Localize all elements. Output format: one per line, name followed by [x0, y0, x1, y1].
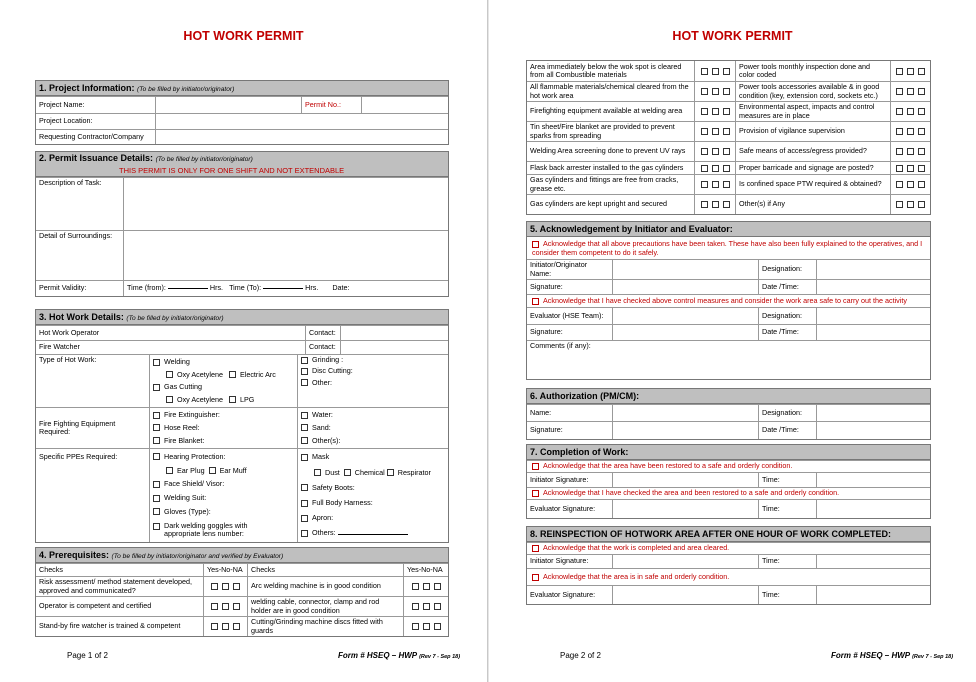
completion-initiator-row: Initiator Signature: Time: [527, 472, 930, 487]
yna-checkboxes[interactable] [891, 142, 930, 161]
completion-evaluator-time-field[interactable] [817, 500, 930, 518]
checklist-row: Gas cylinders are kept upright and secured Other(s) if Any [527, 194, 930, 214]
checklist-row: Firefighting equipment available at welding area Environmental aspect, impacts and control measures are in place [527, 101, 930, 121]
checks-header: Checks [248, 564, 404, 576]
description-label: Description of Task: [36, 178, 124, 230]
yna-checkboxes[interactable] [891, 61, 930, 81]
yna-checkboxes[interactable] [695, 175, 736, 194]
yna-checkboxes[interactable] [695, 162, 736, 174]
operator-contact-field[interactable] [341, 326, 448, 340]
yna-checkboxes[interactable] [404, 597, 448, 616]
project-name-row [36, 96, 448, 113]
section-header: 7. Completion of Work: [527, 445, 930, 460]
reinspection-evaluator-row: Evaluator Signature: Time: [527, 585, 930, 604]
acknowledge-work-completed[interactable]: Acknowledge that the work is completed and area cleared. [527, 542, 930, 554]
form-number: Form # HSEQ – HWP (Rev 7 - Sep 18) [831, 651, 954, 660]
completion-evaluator-row: Evaluator Signature: Time: [527, 499, 930, 518]
ear-plug-checkbox[interactable] [166, 467, 173, 474]
acknowledge-area-restored[interactable]: Acknowledge that the area have been restored to a safe and orderly condition. [527, 460, 930, 472]
page-number: Page 1 of 2 [67, 651, 108, 660]
yna-checkboxes[interactable] [695, 142, 736, 161]
authorization-name-row: Name: Designation: [527, 404, 930, 421]
completion-initiator-field[interactable] [613, 473, 759, 487]
prereq-row: Risk assessment/ method statement developed, approved and communicated? Arc welding machine is in good condition [36, 576, 448, 596]
authorization-signature-row: Signature: Date /Time: [527, 421, 930, 439]
electric-arc-checkbox[interactable] [229, 371, 236, 378]
initiator-signature-row: Signature: Date /Time: [527, 279, 930, 294]
form-number: Form # HSEQ – HWP (Rev 7 - Sep 18) [338, 651, 461, 660]
checklist-row: Welding Area screening done to prevent UV rays Safe means of access/egress provided? [527, 141, 930, 161]
reinspection-initiator-time-field[interactable] [817, 555, 930, 568]
yna-checkboxes[interactable] [204, 597, 248, 616]
section-project-information [35, 80, 449, 145]
acknowledge-precautions[interactable]: Acknowledge that all above precautions have been taken. These have also been fully explained to the operatives, and I consider them competent to do it safely. [532, 239, 923, 257]
completion-evaluator-field[interactable] [613, 500, 759, 518]
completion-initiator-time-field[interactable] [817, 473, 930, 487]
section-acknowledgement [526, 221, 931, 380]
ear-muff-checkbox[interactable] [209, 467, 216, 474]
project-location-label: Project Location: [36, 114, 156, 129]
section-authorization [526, 388, 931, 440]
fire-watcher-contact-field[interactable] [341, 341, 448, 354]
other-checkbox[interactable]: Other: [301, 379, 332, 387]
authorizer-name-field[interactable] [613, 405, 759, 421]
yna-checkboxes[interactable] [695, 102, 736, 121]
form-title: HOT WORK PERMIT [183, 29, 304, 43]
section-header: 6. Authorization (PM/CM): [527, 389, 930, 404]
project-location-row [36, 113, 448, 129]
section-hot-work-details [35, 309, 449, 543]
section-header: 2. Permit Issuance Details: (To be filled by initiator/originator) THIS PERMIT IS ONLY FOR ONE SHIFT AND NOT EXTENDABLE [36, 152, 448, 177]
yna-header: Yes-No-NA [407, 564, 443, 574]
mask-checkbox[interactable]: Mask [301, 453, 329, 461]
welding-checkbox[interactable]: Welding [153, 358, 190, 366]
oxy-acetylene-checkbox[interactable] [166, 396, 173, 403]
prereq-header-row [36, 563, 448, 576]
section-header: 5. Acknowledgement by Initiator and Evaluator: [527, 222, 930, 237]
page-2 [489, 0, 976, 682]
page-number: Page 2 of 2 [560, 651, 601, 660]
contractor-field[interactable] [156, 130, 448, 144]
initiator-row: Initiator/Originator Name: Designation: [527, 259, 930, 279]
permit-no-field[interactable] [362, 97, 448, 113]
ffe-label: Fire Fighting Equipment Required: [36, 408, 150, 448]
section-header: 1. Project Information: (To be filled by initiator/originator) [36, 81, 448, 96]
yna-checkboxes[interactable] [891, 195, 930, 214]
yna-checkboxes[interactable] [204, 577, 248, 596]
project-location-field[interactable] [156, 114, 448, 129]
water-checkbox[interactable]: Water: [301, 411, 333, 419]
yna-checkboxes[interactable] [891, 102, 930, 121]
surroundings-field[interactable] [124, 231, 448, 280]
respirator-checkbox[interactable] [387, 469, 394, 476]
disc-cutting-checkbox[interactable]: Disc Cutting: [301, 367, 353, 375]
evaluator-row: Evaluator (HSE Team): Designation: [527, 307, 930, 324]
validity-row [36, 280, 448, 296]
contact-label: Contact: [306, 341, 341, 354]
shift-warning: THIS PERMIT IS ONLY FOR ONE SHIFT AND NOT EXTENDABLE [119, 166, 345, 175]
gloves-checkbox[interactable]: Gloves (Type): [153, 508, 211, 516]
form-title: HOT WORK PERMIT [672, 29, 793, 43]
fire-watcher-row [36, 340, 448, 354]
operator-row [36, 325, 448, 340]
evaluator-name-field[interactable] [613, 308, 759, 324]
prereq-row: Operator is competent and certified welding cable, connector, clamp and rod holder are in good condition [36, 596, 448, 616]
checklist-row: Flask back arrester installed to the gas cylinders Proper barricade and signage are posted? [527, 161, 930, 174]
section-permit-issuance [35, 151, 449, 297]
yna-checkboxes[interactable] [404, 617, 448, 636]
yna-checkboxes[interactable] [891, 122, 930, 141]
face-shield-checkbox[interactable]: Face Shield/ Visor: [153, 480, 224, 488]
section-prerequisites [35, 547, 449, 637]
prereq-row: Stand-by fire watcher is trained & competent Cutting/Grinding machine discs fitted with guards [36, 616, 448, 636]
contractor-label: Requesting Contractor/Company [36, 130, 156, 144]
lpg-checkbox[interactable] [229, 396, 236, 403]
reinspection-initiator-row: Initiator Signature: Time: [527, 554, 930, 568]
initiator-datetime-field[interactable] [817, 280, 930, 294]
yna-checkboxes[interactable] [695, 122, 736, 141]
gas-cutting-checkbox[interactable]: Gas Cutting [153, 383, 202, 391]
comments-row[interactable]: Comments (if any): [527, 340, 930, 379]
description-row [36, 177, 448, 230]
reinspection-evaluator-time-field[interactable] [817, 586, 930, 604]
fire-blanket-checkbox[interactable]: Fire Blanket: [153, 437, 204, 445]
sand-checkbox[interactable]: Sand: [301, 424, 331, 432]
acknowledge-area-checked[interactable]: Acknowledge that I have checked the area and been restored to a safe and orderly condition. [527, 487, 930, 499]
yna-checkboxes[interactable] [891, 175, 930, 194]
authorizer-datetime-field[interactable] [817, 422, 930, 439]
yna-checkboxes[interactable] [695, 195, 736, 214]
checklist-row: Area immediately below the wok spot is cleared from all Combustible materials Power tools monthly inspection done and color coded [527, 61, 930, 81]
evaluator-datetime-field[interactable] [817, 325, 930, 340]
ppe-label: Specific PPEs Required: [36, 449, 150, 542]
surroundings-row [36, 230, 448, 280]
validity-fields[interactable]: Time (from): Hrs. Time (To): Hrs. Date: [127, 283, 350, 293]
precautions-checklist [526, 60, 931, 215]
acknowledge-control-measures[interactable]: Acknowledge that I have checked above control measures and consider the work area safe to carry out the activity [527, 294, 930, 307]
section-completion [526, 444, 931, 519]
acknowledge-area-safe[interactable]: Acknowledge that the area is in safe and orderly condition. [527, 568, 930, 585]
permit-no-label: Permit No.: [302, 97, 362, 113]
evaluator-signature-row: Signature: Date /Time: [527, 324, 930, 340]
checks-header: Checks [36, 564, 204, 576]
surroundings-label: Detail of Surroundings: [36, 231, 124, 280]
description-field[interactable] [124, 178, 448, 230]
yna-checkboxes[interactable] [404, 577, 448, 596]
yna-checkboxes[interactable] [695, 82, 736, 101]
apron-checkbox[interactable]: Apron: [301, 514, 333, 522]
operator-label: Hot Work Operator [36, 326, 306, 340]
initiator-designation-field[interactable] [817, 260, 930, 279]
type-label: Type of Hot Work: [36, 355, 150, 407]
authorizer-signature-field[interactable] [613, 422, 759, 439]
type-of-hot-work-row: Type of Hot Work: Welding Oxy Acetylene Electric Arc Gas Cutting Oxy Acetylene LPG Grinding : Disc Cutting: Other: [36, 354, 448, 407]
fire-fighting-row [36, 407, 448, 448]
oxy-acetylene-checkbox[interactable] [166, 371, 173, 378]
section-header: 8. REINSPECTION OF HOTWORK AREA AFTER ONE HOUR OF WORK COMPLETED: [527, 527, 930, 542]
others-checkbox[interactable]: Other(s): [301, 437, 340, 445]
yna-header: Yes-No-NA [204, 564, 248, 576]
harness-checkbox[interactable]: Full Body Harness: [301, 499, 373, 507]
goggles-checkbox[interactable]: Dark welding goggles with appropriate lens number: [153, 522, 264, 539]
contractor-row [36, 129, 448, 144]
others-ppe-checkbox[interactable]: Others: [301, 529, 408, 537]
section-reinspection [526, 526, 931, 605]
welding-suit-checkbox[interactable]: Welding Suit: [153, 494, 206, 502]
safety-boots-checkbox[interactable]: Safety Boots: [301, 484, 355, 492]
initiator-name-field[interactable] [613, 260, 759, 279]
evaluator-designation-field[interactable] [817, 308, 930, 324]
checklist-row: All flammable materials/chemical cleared from the hot work area Power tools accessories available & in good condition (key, extension cord, sockets etc.) [527, 81, 930, 101]
project-name-label: Project Name: [36, 97, 156, 113]
validity-label: Permit Validity: [36, 281, 124, 296]
initiator-signature-field[interactable] [613, 280, 759, 294]
ppe-row: Specific PPEs Required: Hearing Protection: Ear Plug Ear Muff Face Shield/ Visor: Welding Suit: Gloves (Type): Dark welding goggles with appropriate lens number: Mask Dust Chemical Respirator Safety Boots: Full Body Harness: Apron: Others: [36, 448, 448, 542]
reinspection-evaluator-field[interactable] [613, 586, 759, 604]
chemical-checkbox[interactable] [344, 469, 351, 476]
section-header: 4. Prerequisites: (To be filled by initiator/originator and verified by Evaluator) [36, 548, 448, 563]
section-header: 3. Hot Work Details: (To be filled by initiator/originator) [36, 310, 448, 325]
contact-label: Contact: [306, 326, 341, 340]
yna-checkboxes[interactable] [891, 82, 930, 101]
checklist-row: Tin sheet/Fire blanket are provided to prevent sparks from spreading Provision of vigilance supervision [527, 121, 930, 141]
yna-checkboxes[interactable] [891, 162, 930, 174]
project-name-field[interactable] [156, 97, 302, 113]
hearing-protection-checkbox[interactable]: Hearing Protection: [153, 453, 226, 461]
yna-checkboxes[interactable] [695, 61, 736, 81]
hose-reel-checkbox[interactable]: Hose Reel: [153, 424, 200, 432]
yna-checkboxes[interactable] [204, 617, 248, 636]
fire-watcher-label: Fire Watcher [36, 341, 306, 354]
evaluator-signature-field[interactable] [613, 325, 759, 340]
dust-checkbox[interactable] [314, 469, 321, 476]
authorizer-designation-field[interactable] [817, 405, 930, 421]
fire-extinguisher-checkbox[interactable]: Fire Extinguisher: [153, 411, 220, 419]
checklist-row: Gas cylinders and fittings are free from cracks, grease etc. Is confined space PTW required & obtained? [527, 174, 930, 194]
grinding-checkbox[interactable]: Grinding : [301, 356, 343, 364]
reinspection-initiator-field[interactable] [613, 555, 759, 568]
